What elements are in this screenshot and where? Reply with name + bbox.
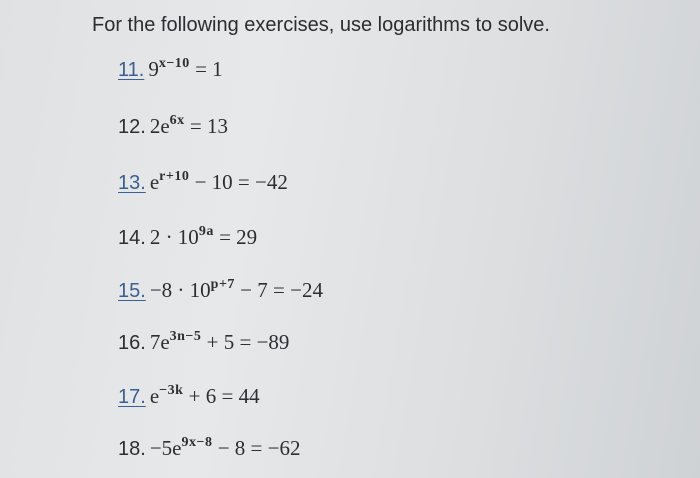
- problem-17: [118, 384, 260, 409]
- problem-15-equation: [150, 278, 323, 302]
- problem-14: [118, 225, 257, 250]
- problem-14-base: 2 · 10: [149, 225, 199, 249]
- problem-17-rhs: + 6 = 44: [183, 384, 260, 408]
- problem-14-equation: [150, 225, 257, 249]
- problem-11-number-link[interactable]: 11.: [118, 59, 145, 81]
- problem-13-base: e: [149, 170, 160, 194]
- problem-13-rhs: − 10 = −42: [189, 170, 288, 194]
- problem-18-rhs: − 8 = −62: [212, 436, 301, 460]
- problem-16: [118, 330, 289, 355]
- problem-17-number-link[interactable]: 17.: [118, 386, 146, 408]
- problem-16-exponent: 3n−5: [169, 329, 202, 344]
- problem-12-number: 12.: [118, 116, 146, 138]
- problem-18-number: 18.: [118, 438, 146, 460]
- problem-16-base: 7e: [149, 330, 170, 354]
- problem-12-equation: [150, 114, 228, 138]
- problem-15-rhs: − 7 = −24: [234, 278, 323, 302]
- problem-14-exponent: 9a: [198, 224, 214, 239]
- problem-17-exponent: −3k: [159, 383, 184, 398]
- problem-13-exponent: r+10: [159, 169, 190, 184]
- problem-18-equation: [150, 436, 301, 460]
- problem-12-base: 2e: [149, 114, 170, 138]
- problem-12-rhs: = 13: [184, 114, 228, 138]
- problem-18-base: −5e: [149, 436, 182, 460]
- problem-14-rhs: = 29: [213, 225, 258, 249]
- problem-11-exponent: x−10: [158, 56, 190, 71]
- problem-11-base: 9: [148, 57, 159, 81]
- problem-13-equation: [150, 170, 288, 194]
- problem-15-base: −8 · 10: [149, 278, 211, 302]
- problem-16-equation: [150, 330, 290, 354]
- problem-12: [118, 114, 228, 139]
- problem-16-number: 16.: [118, 332, 146, 354]
- problem-12-exponent: 6x: [169, 113, 185, 128]
- problem-13-number-link[interactable]: 13.: [118, 172, 146, 194]
- problem-18: [118, 436, 301, 461]
- problem-11-rhs: = 1: [189, 57, 223, 81]
- problem-13: [118, 170, 288, 195]
- problem-11: [118, 57, 223, 82]
- problem-14-number: 14.: [118, 227, 146, 249]
- problem-15-number-link[interactable]: 15.: [118, 280, 146, 302]
- problem-15-exponent: p+7: [210, 277, 235, 292]
- exercise-heading: For the following exercises, use logarithms to solve.: [92, 14, 550, 36]
- problem-17-base: e: [149, 384, 160, 408]
- problem-15: [118, 278, 323, 303]
- problem-18-exponent: 9x−8: [181, 435, 213, 450]
- problem-17-equation: [150, 384, 260, 408]
- problem-11-equation: [148, 57, 222, 81]
- problem-16-rhs: + 5 = −89: [201, 330, 290, 354]
